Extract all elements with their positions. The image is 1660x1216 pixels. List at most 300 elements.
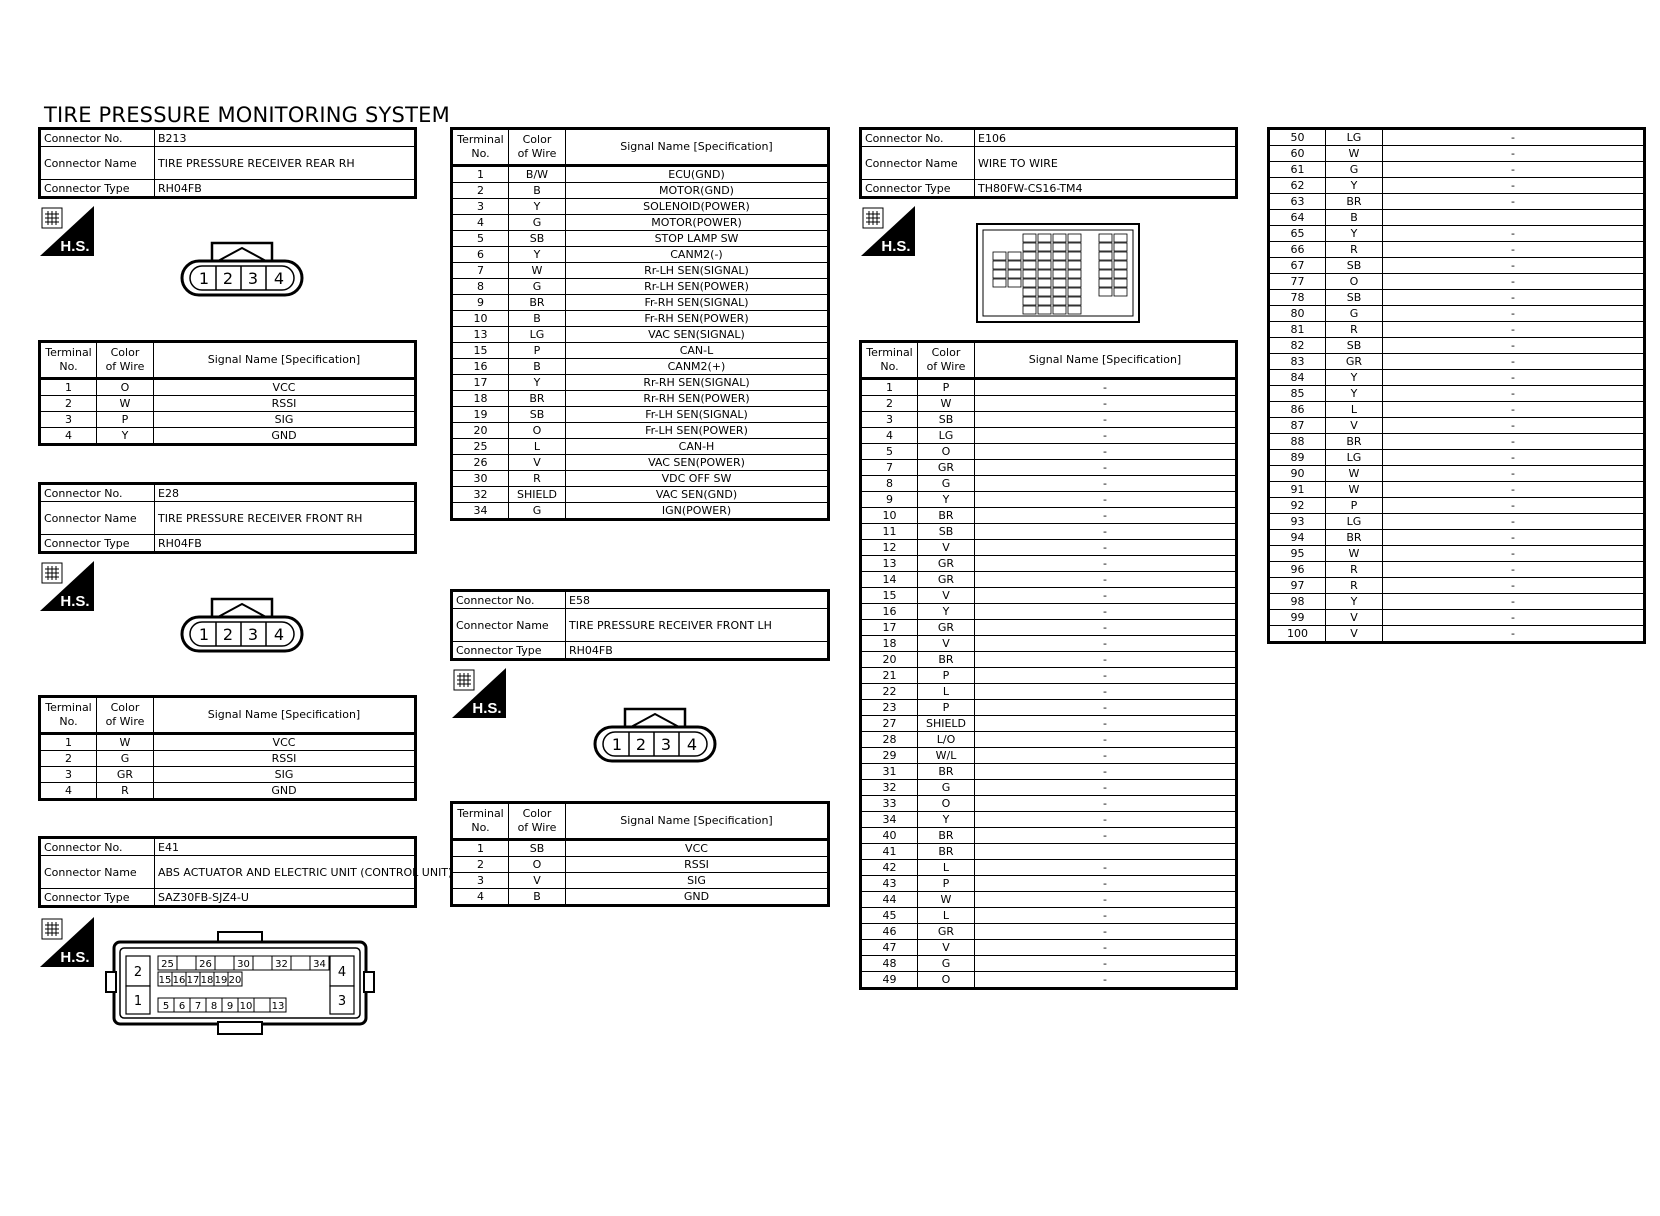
table-row bbox=[861, 572, 1237, 588]
wire-color-cell: O bbox=[918, 972, 975, 989]
color-header: Color of Wire bbox=[97, 697, 154, 734]
wire-color-cell: LG bbox=[1326, 514, 1383, 530]
terminal-no-cell: 65 bbox=[1269, 226, 1326, 242]
terminal-no-cell: 47 bbox=[861, 940, 918, 956]
pin-cavity bbox=[1008, 252, 1021, 260]
wire-color-cell: W bbox=[918, 892, 975, 908]
pin-label: 2 bbox=[133, 965, 143, 980]
table-row bbox=[861, 796, 1237, 812]
wire-color-cell: Y bbox=[1326, 386, 1383, 402]
terminal-no-cell: 28 bbox=[861, 732, 918, 748]
wire-color-cell: O bbox=[509, 857, 566, 873]
terminal-no-cell: 2 bbox=[452, 183, 509, 199]
terminal-header: Terminal No. bbox=[452, 129, 509, 166]
terminal-no-cell: 32 bbox=[861, 780, 918, 796]
harness-side-icon bbox=[40, 206, 94, 256]
signal-name-cell: SIG bbox=[154, 412, 416, 428]
e106-terminal-table-continued bbox=[1267, 127, 1646, 644]
terminal-no-cell: 4 bbox=[40, 783, 97, 800]
terminal-no-cell: 7 bbox=[861, 460, 918, 476]
table-row bbox=[40, 767, 416, 783]
signal-name-cell: - bbox=[1383, 530, 1645, 546]
pin-cavity bbox=[291, 956, 310, 970]
signal-name-cell: - bbox=[975, 700, 1237, 716]
signal-name-cell: - bbox=[975, 940, 1237, 956]
wire-color-cell: V bbox=[509, 873, 566, 889]
table-row bbox=[40, 734, 416, 751]
signal-name-cell: - bbox=[975, 492, 1237, 508]
table-row bbox=[1269, 594, 1645, 610]
terminal-no-cell: 78 bbox=[1269, 290, 1326, 306]
pin-label: 2 bbox=[222, 625, 234, 644]
b213-terminal-table bbox=[38, 340, 417, 446]
signal-name-cell: - bbox=[1383, 546, 1645, 562]
wire-color-cell: B bbox=[509, 311, 566, 327]
table-row bbox=[861, 428, 1237, 444]
table-row bbox=[452, 327, 829, 343]
pin-cavity bbox=[1068, 243, 1081, 251]
table-row bbox=[1269, 242, 1645, 258]
pin-cavity bbox=[1053, 288, 1066, 296]
pin-label: 3 bbox=[247, 625, 259, 644]
table-row bbox=[452, 503, 829, 520]
signal-name-cell: - bbox=[1383, 498, 1645, 514]
wire-color-cell: V bbox=[918, 588, 975, 604]
signal-name-cell: - bbox=[1383, 194, 1645, 210]
wire-color-cell: Y bbox=[918, 604, 975, 620]
wire-color-cell: Y bbox=[509, 199, 566, 215]
signal-name-cell: VCC bbox=[154, 734, 416, 751]
table-row bbox=[452, 840, 829, 857]
connector-type-label: Connector Type bbox=[40, 180, 155, 198]
e58-info-table bbox=[450, 589, 830, 661]
signal-header: Signal Name [Specification] bbox=[975, 342, 1237, 379]
connector-type-value: SAZ30FB-SJZ4-U bbox=[155, 889, 416, 907]
table-row bbox=[452, 439, 829, 455]
terminal-no-cell: 14 bbox=[861, 572, 918, 588]
signal-header: Signal Name [Specification] bbox=[566, 803, 829, 840]
signal-name-cell: - bbox=[975, 556, 1237, 572]
signal-name-cell: - bbox=[1383, 290, 1645, 306]
wire-color-cell: Y bbox=[1326, 370, 1383, 386]
signal-name-cell: CAN-L bbox=[566, 343, 829, 359]
signal-name-cell: - bbox=[975, 716, 1237, 732]
terminal-no-cell: 49 bbox=[861, 972, 918, 989]
table-row bbox=[1269, 482, 1645, 498]
signal-name-cell: ECU(GND) bbox=[566, 166, 829, 183]
pin-cavity bbox=[1053, 297, 1066, 305]
pin-cavity bbox=[253, 956, 272, 970]
table-row bbox=[1269, 338, 1645, 354]
table-row bbox=[452, 343, 829, 359]
signal-name-cell: - bbox=[975, 396, 1237, 412]
e106-info-table bbox=[859, 127, 1238, 199]
pin-cavity bbox=[1114, 261, 1127, 269]
signal-name-cell: - bbox=[975, 924, 1237, 940]
table-row bbox=[861, 956, 1237, 972]
signal-name-cell: SIG bbox=[566, 873, 829, 889]
wire-color-cell: O bbox=[1326, 274, 1383, 290]
connector-no-label: Connector No. bbox=[861, 129, 975, 147]
terminal-no-cell: 21 bbox=[861, 668, 918, 684]
terminal-no-cell: 9 bbox=[452, 295, 509, 311]
signal-name-cell: - bbox=[1383, 338, 1645, 354]
table-row bbox=[1269, 162, 1645, 178]
pin-label: 7 bbox=[194, 1001, 202, 1012]
pin-cavity bbox=[177, 956, 196, 970]
pin-cavity bbox=[1038, 261, 1051, 269]
table-row bbox=[861, 396, 1237, 412]
pin-label: 3 bbox=[247, 269, 259, 288]
wire-color-cell: V bbox=[918, 540, 975, 556]
signal-name-cell: Fr-LH SEN(SIGNAL) bbox=[566, 407, 829, 423]
wire-color-cell: V bbox=[918, 636, 975, 652]
pin-cavity bbox=[1053, 261, 1066, 269]
wire-color-cell: LG bbox=[1326, 450, 1383, 466]
terminal-no-cell: 84 bbox=[1269, 370, 1326, 386]
wire-color-cell: SB bbox=[918, 412, 975, 428]
signal-name-cell: - bbox=[1383, 258, 1645, 274]
terminal-no-cell: 5 bbox=[452, 231, 509, 247]
terminal-no-cell: 90 bbox=[1269, 466, 1326, 482]
pin-cavity bbox=[1023, 288, 1036, 296]
signal-name-cell: CAN-H bbox=[566, 439, 829, 455]
pin-label: 4 bbox=[686, 735, 698, 754]
table-row bbox=[861, 604, 1237, 620]
connector-no-value: E106 bbox=[975, 129, 1237, 147]
table-row bbox=[1269, 146, 1645, 162]
signal-name-cell: - bbox=[1383, 466, 1645, 482]
table-row bbox=[861, 444, 1237, 460]
signal-name-cell: MOTOR(GND) bbox=[566, 183, 829, 199]
color-header: Color of Wire bbox=[509, 129, 566, 166]
signal-name-cell: VCC bbox=[154, 379, 416, 396]
table-row bbox=[1269, 129, 1645, 146]
terminal-header: Terminal No. bbox=[452, 803, 509, 840]
signal-name-cell: Fr-LH SEN(POWER) bbox=[566, 423, 829, 439]
pin-label: 4 bbox=[273, 269, 285, 288]
pin-label: 1 bbox=[198, 269, 210, 288]
table-row bbox=[861, 908, 1237, 924]
wire-color-cell: BR bbox=[918, 764, 975, 780]
table-row bbox=[861, 540, 1237, 556]
pin-cavity bbox=[993, 252, 1006, 260]
wire-color-cell: SB bbox=[1326, 338, 1383, 354]
signal-name-cell: GND bbox=[154, 783, 416, 800]
signal-name-cell: GND bbox=[566, 889, 829, 906]
table-row bbox=[861, 556, 1237, 572]
connector-name-value: TIRE PRESSURE RECEIVER REAR RH bbox=[155, 147, 416, 180]
table-row bbox=[861, 700, 1237, 716]
pin-cavity bbox=[1038, 297, 1051, 305]
terminal-no-cell: 3 bbox=[861, 412, 918, 428]
pin-cavity bbox=[1038, 252, 1051, 260]
table-row bbox=[452, 215, 829, 231]
pin-cavity bbox=[1023, 279, 1036, 287]
table-row bbox=[1269, 418, 1645, 434]
table-row bbox=[861, 892, 1237, 908]
connector-type-value: TH80FW-CS16-TM4 bbox=[975, 180, 1237, 198]
signal-name-cell: - bbox=[975, 876, 1237, 892]
terminal-no-cell: 63 bbox=[1269, 194, 1326, 210]
terminal-no-cell: 98 bbox=[1269, 594, 1326, 610]
table-row bbox=[40, 751, 416, 767]
connector-name-label: Connector Name bbox=[40, 502, 155, 535]
terminal-no-cell: 67 bbox=[1269, 258, 1326, 274]
wire-color-cell: BR bbox=[918, 652, 975, 668]
signal-name-cell: - bbox=[1383, 482, 1645, 498]
table-row bbox=[861, 828, 1237, 844]
table-row bbox=[1269, 402, 1645, 418]
signal-name-cell: VAC SEN(GND) bbox=[566, 487, 829, 503]
wire-color-cell: SB bbox=[918, 524, 975, 540]
wire-color-cell: LG bbox=[1326, 129, 1383, 146]
table-row bbox=[1269, 578, 1645, 594]
table-row bbox=[1269, 178, 1645, 194]
signal-name-cell: - bbox=[975, 476, 1237, 492]
terminal-no-cell: 94 bbox=[1269, 530, 1326, 546]
signal-name-cell: - bbox=[1383, 274, 1645, 290]
connector-no-value: E41 bbox=[155, 838, 416, 856]
table-row bbox=[1269, 450, 1645, 466]
table-row bbox=[861, 652, 1237, 668]
wire-color-cell: Y bbox=[1326, 178, 1383, 194]
signal-name-cell: - bbox=[975, 444, 1237, 460]
wire-color-cell: BR bbox=[509, 391, 566, 407]
signal-name-cell: - bbox=[975, 460, 1237, 476]
signal-name-cell: - bbox=[975, 972, 1237, 989]
table-row bbox=[1269, 210, 1645, 226]
wire-color-cell: W bbox=[1326, 482, 1383, 498]
e28-terminal-table bbox=[38, 695, 417, 801]
pin-cavity bbox=[1099, 252, 1112, 260]
table-row bbox=[40, 428, 416, 445]
terminal-no-cell: 15 bbox=[861, 588, 918, 604]
wire-color-cell: L bbox=[509, 439, 566, 455]
table-row bbox=[861, 860, 1237, 876]
connector-type-value: RH04FB bbox=[155, 180, 416, 198]
signal-name-cell: - bbox=[975, 524, 1237, 540]
signal-name-cell: - bbox=[975, 780, 1237, 796]
pin-label: 4 bbox=[337, 965, 347, 980]
terminal-no-cell: 6 bbox=[452, 247, 509, 263]
signal-name-cell: - bbox=[1383, 578, 1645, 594]
table-row bbox=[1269, 258, 1645, 274]
signal-name-cell: Fr-RH SEN(POWER) bbox=[566, 311, 829, 327]
signal-name-cell: - bbox=[975, 796, 1237, 812]
terminal-no-cell: 42 bbox=[861, 860, 918, 876]
wire-color-cell: L/O bbox=[918, 732, 975, 748]
pin-cavity bbox=[1038, 279, 1051, 287]
wire-color-cell: Y bbox=[509, 247, 566, 263]
signal-name-cell: - bbox=[975, 684, 1237, 700]
terminal-no-cell: 3 bbox=[452, 199, 509, 215]
wire-color-cell: GR bbox=[918, 572, 975, 588]
wire-color-cell: W bbox=[1326, 466, 1383, 482]
pin-cavity bbox=[215, 956, 234, 970]
b213-info-table bbox=[38, 127, 417, 199]
terminal-no-cell: 26 bbox=[452, 455, 509, 471]
pin-label: 10 bbox=[239, 1001, 253, 1012]
wire-color-cell: B bbox=[509, 183, 566, 199]
pin-label: 9 bbox=[226, 1001, 234, 1012]
signal-name-cell: - bbox=[1383, 434, 1645, 450]
terminal-header: Terminal No. bbox=[40, 342, 97, 379]
pin-label: 3 bbox=[660, 735, 672, 754]
terminal-no-cell: 1 bbox=[452, 166, 509, 183]
pin-cavity bbox=[1114, 288, 1127, 296]
wire-color-cell: V bbox=[1326, 418, 1383, 434]
pin-cavity bbox=[993, 279, 1006, 287]
signal-name-cell: Rr-LH SEN(POWER) bbox=[566, 279, 829, 295]
terminal-no-cell: 66 bbox=[1269, 242, 1326, 258]
terminal-no-cell: 3 bbox=[40, 412, 97, 428]
connector-name-label: Connector Name bbox=[452, 609, 566, 642]
page-title: TIRE PRESSURE MONITORING SYSTEM bbox=[44, 103, 450, 127]
signal-header: Signal Name [Specification] bbox=[154, 697, 416, 734]
signal-name-cell: VCC bbox=[566, 840, 829, 857]
pin-label: 3 bbox=[337, 994, 347, 1009]
harness-side-icon bbox=[861, 206, 915, 256]
harness-side-icon bbox=[452, 668, 506, 718]
pin-label: 4 bbox=[273, 625, 285, 644]
signal-name-cell: - bbox=[975, 860, 1237, 876]
pin-cavity bbox=[1053, 279, 1066, 287]
terminal-no-cell: 61 bbox=[1269, 162, 1326, 178]
wire-color-cell: BR bbox=[509, 295, 566, 311]
table-row bbox=[1269, 386, 1645, 402]
table-row bbox=[861, 412, 1237, 428]
connector-name-value: ABS ACTUATOR AND ELECTRIC UNIT (CONTROL UNIT) bbox=[155, 856, 416, 889]
table-row bbox=[1269, 514, 1645, 530]
pin-label: 2 bbox=[222, 269, 234, 288]
wire-color-cell: Y bbox=[509, 375, 566, 391]
signal-name-cell: RSSI bbox=[566, 857, 829, 873]
wire-color-cell: R bbox=[97, 783, 154, 800]
terminal-header: Terminal No. bbox=[40, 697, 97, 734]
terminal-no-cell: 3 bbox=[452, 873, 509, 889]
table-row bbox=[861, 748, 1237, 764]
signal-name-cell: - bbox=[1383, 386, 1645, 402]
table-row bbox=[861, 940, 1237, 956]
wire-color-cell: O bbox=[918, 796, 975, 812]
pin-cavity bbox=[1099, 234, 1112, 242]
terminal-no-cell: 1 bbox=[452, 840, 509, 857]
wire-color-cell: L bbox=[1326, 402, 1383, 418]
table-row bbox=[452, 391, 829, 407]
pin-cavity bbox=[1053, 306, 1066, 314]
table-row bbox=[861, 812, 1237, 828]
pin-cavity bbox=[1068, 297, 1081, 305]
table-row bbox=[1269, 530, 1645, 546]
connector-type-value: RH04FB bbox=[155, 535, 416, 553]
pin-cavity bbox=[1114, 270, 1127, 278]
terminal-no-cell: 1 bbox=[40, 734, 97, 751]
wire-color-cell: G bbox=[918, 956, 975, 972]
table-row bbox=[1269, 290, 1645, 306]
terminal-no-cell: 86 bbox=[1269, 402, 1326, 418]
pin-cavity bbox=[1099, 261, 1112, 269]
pin-cavity bbox=[1008, 261, 1021, 269]
wire-color-cell: W bbox=[918, 396, 975, 412]
e28-info-table bbox=[38, 482, 417, 554]
pin-cavity bbox=[1114, 252, 1127, 260]
terminal-no-cell: 40 bbox=[861, 828, 918, 844]
pin-label: 1 bbox=[611, 735, 623, 754]
wire-color-cell: P bbox=[918, 876, 975, 892]
terminal-no-cell: 20 bbox=[861, 652, 918, 668]
terminal-no-cell: 87 bbox=[1269, 418, 1326, 434]
pin-label: 2 bbox=[635, 735, 647, 754]
pin-cavity bbox=[1114, 243, 1127, 251]
table-row bbox=[452, 279, 829, 295]
connector-no-value: E58 bbox=[566, 591, 829, 609]
table-row bbox=[1269, 306, 1645, 322]
terminal-no-cell: 7 bbox=[452, 263, 509, 279]
terminal-no-cell: 81 bbox=[1269, 322, 1326, 338]
pin-label: 1 bbox=[133, 994, 143, 1009]
e28-connector-diagram bbox=[180, 596, 304, 656]
table-row bbox=[40, 783, 416, 800]
terminal-no-cell: 88 bbox=[1269, 434, 1326, 450]
table-row bbox=[861, 972, 1237, 989]
color-header: Color of Wire bbox=[97, 342, 154, 379]
hs-label: H.S. bbox=[60, 238, 90, 255]
e41-info-table bbox=[38, 836, 453, 908]
table-row bbox=[452, 423, 829, 439]
terminal-no-cell: 77 bbox=[1269, 274, 1326, 290]
wire-color-cell: P bbox=[509, 343, 566, 359]
wire-color-cell: L bbox=[918, 860, 975, 876]
table-row bbox=[452, 375, 829, 391]
table-row bbox=[452, 487, 829, 503]
wire-color-cell: O bbox=[918, 444, 975, 460]
signal-name-cell: - bbox=[1383, 450, 1645, 466]
signal-name-cell: Fr-RH SEN(SIGNAL) bbox=[566, 295, 829, 311]
pin-label: 20 bbox=[228, 975, 242, 986]
terminal-no-cell: 19 bbox=[452, 407, 509, 423]
wire-color-cell: BR bbox=[1326, 434, 1383, 450]
signal-name-cell: SOLENOID(POWER) bbox=[566, 199, 829, 215]
pin-cavity bbox=[1053, 243, 1066, 251]
signal-name-cell: IGN(POWER) bbox=[566, 503, 829, 520]
table-row bbox=[1269, 226, 1645, 242]
signal-name-cell: Rr-RH SEN(POWER) bbox=[566, 391, 829, 407]
signal-name-cell: RSSI bbox=[154, 751, 416, 767]
terminal-no-cell: 16 bbox=[452, 359, 509, 375]
e106-terminal-table bbox=[859, 340, 1238, 990]
signal-name-cell: - bbox=[975, 812, 1237, 828]
terminal-no-cell: 99 bbox=[1269, 610, 1326, 626]
table-row bbox=[861, 732, 1237, 748]
wire-color-cell: GR bbox=[1326, 354, 1383, 370]
pin-cavity bbox=[1053, 270, 1066, 278]
hs-label: H.S. bbox=[881, 238, 911, 255]
wire-color-cell: O bbox=[509, 423, 566, 439]
wire-color-cell: R bbox=[509, 471, 566, 487]
wire-color-cell: P bbox=[918, 379, 975, 396]
connector-name-label: Connector Name bbox=[40, 856, 155, 889]
pin-cavity bbox=[993, 270, 1006, 278]
wire-color-cell: BR bbox=[918, 508, 975, 524]
terminal-no-cell: 20 bbox=[452, 423, 509, 439]
signal-name-cell: - bbox=[975, 508, 1237, 524]
wire-color-cell: R bbox=[1326, 562, 1383, 578]
connector-no-value: E28 bbox=[155, 484, 416, 502]
signal-name-cell: SIG bbox=[154, 767, 416, 783]
signal-name-cell: - bbox=[1383, 402, 1645, 418]
pin-cavity bbox=[1114, 234, 1127, 242]
